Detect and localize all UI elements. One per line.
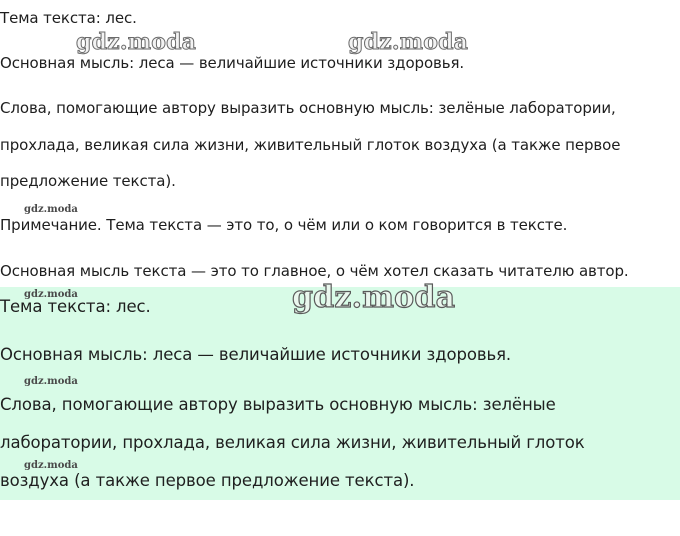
text-line-words-1: Слова, помогающие автору выразить основную мысль: зелёные лаборатории, xyxy=(0,99,616,117)
text-line-note: Примечание. Тема текста — это то, о чём или о ком говорится в тексте. xyxy=(0,216,568,234)
text-line-words-2: прохлада, великая сила жизни, живительный глоток воздуха (а также первое xyxy=(0,136,621,154)
answer-line-words-1: Слова, помогающие автору выразить основную мысль: зелёные xyxy=(0,395,556,414)
answer-line-words-2: лаборатории, прохлада, великая сила жизни, живительный глоток xyxy=(0,433,585,452)
watermark-logo: gdz.moda xyxy=(76,29,197,55)
watermark-logo-large: gdz.moda xyxy=(292,280,456,315)
text-line-main-idea: Основная мысль: леса — величайшие источники здоровья. xyxy=(0,54,465,72)
answer-line-words-3: воздуха (а также первое предложение текста). xyxy=(0,471,415,490)
text-line-note-2: Основная мысль текста — это то главное, о чём хотел сказать читателю автор. xyxy=(0,262,629,280)
watermark-logo-small: gdz.moda xyxy=(24,376,78,387)
text-line-words-3: предложение текста). xyxy=(0,172,176,190)
answer-line-main-idea: Основная мысль: леса — величайшие источники здоровья. xyxy=(0,345,512,364)
text-line-topic: Тема текста: лес. xyxy=(0,9,137,27)
answer-highlight-block xyxy=(0,287,680,500)
watermark-logo-small: gdz.moda xyxy=(24,289,78,300)
watermark-logo-small: gdz.moda xyxy=(24,204,78,215)
answer-line-topic: Тема текста: лес. xyxy=(0,297,151,316)
watermark-logo-small: gdz.moda xyxy=(24,460,78,471)
watermark-logo: gdz.moda xyxy=(348,29,469,55)
